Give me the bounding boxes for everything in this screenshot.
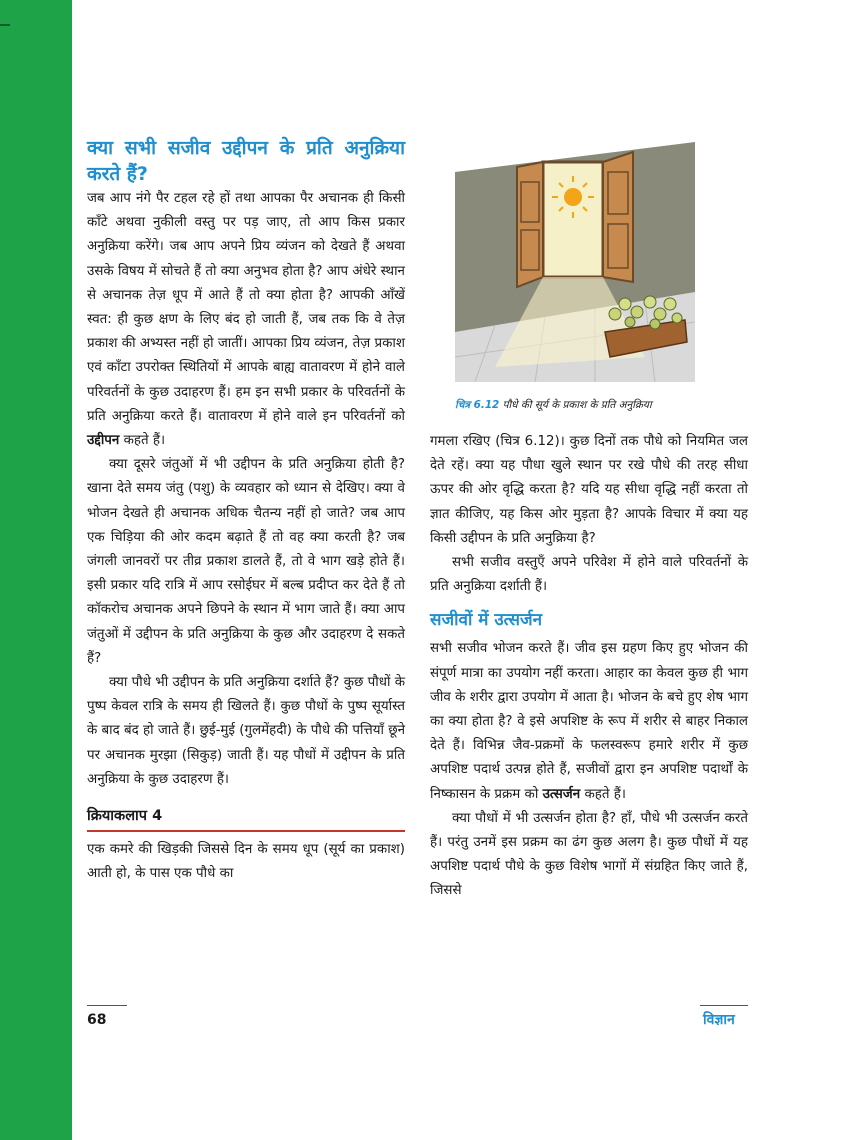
caption-text: पौधे की सूर्य के प्रकाश के प्रति अनुक्रिया — [502, 399, 652, 411]
left-column — [87, 135, 405, 887]
paragraph-text: जब आप नंगे पैर टहल रहे हों तथा आपका पैर अचानक ही किसी काँटे अथवा नुकीली वस्तु पर पड़ जाए, तो आप किस प्रकार अनुक्रिया करेंगे। जब आप अपने प्रिय व्यंजन को देखते हैं अथवा उसके विषय में सोचते हैं तो क्या अनुभव होता है? आप अंधेरे स्थान से अचानक तेज़ धूप में आते हैं तो क्या होता है? आपकी आँखें स्वत: ही कुछ क्षण के लिए बंद हो जाती हैं, जब तक कि वे तेज़ प्रकाश की अभ्यस्त नहीं हो जातीं। आपका प्रिय व्यंजन, तेज़ प्रकाश एवं काँटा उपरोक्त स्थितियों में आपके बाह्य वातावरण में होने वाले परिवर्तनों के कुछ उदाहरण हैं। हम इन सभी प्रकार के परिवर्तनों के प्रति अनुक्रिया करते हैं। वातावरण में होने वाले इन परिवर्तनों को — [87, 191, 405, 424]
section-heading-stimulus: क्या सभी सजीव उद्दीपन के प्रति अनुक्रिया करते हैं? — [87, 137, 405, 185]
caption-number: चित्र 6.12 — [455, 399, 500, 411]
paragraph-text: सभी सजीव भोजन करते हैं। जीव इस ग्रहण किए हुए भोजन की संपूर्ण मात्रा का उपयोग नहीं करता। आहार का केवल कुछ ही भाग जीव के शरीर द्वारा उपयोग में आता है। भोजन के बचे हुए शेष भाग का क्या होता है? वे इसे अपशिष्ट के रूप में शरीर से बाहर निकाल देते हैं। विभिन्न जैव-प्रक्रमों के फलस्वरूप हमारे शरीर में कुछ अपशिष्ट पदार्थ उत्पन्न होते हैं, सजीवों द्वारा इन अपशिष्ट पदार्थों के निष्कासन के प्रक्रम को — [430, 641, 748, 802]
right-column — [430, 430, 748, 904]
paragraph-text: कहते हैं। — [584, 786, 626, 802]
footer-rule-right — [700, 1005, 748, 1006]
activity-text: एक कमरे की खिड़की जिससे दिन के समय धूप (सूर्य का प्रकाश) आती हो, के पास एक पौधे का — [87, 842, 405, 882]
paragraph-plants: क्या पौधे भी उद्दीपन के प्रति अनुक्रिया दर्शाते हैं? कुछ पौधों के पुष्प केवल रात्रि के समय ही खिलते हैं। कुछ पौधों के पुष्प सूर्यास्त के बाद बंद हो जाते हैं। छुई-मुई (गुलमेंहदी) के पौधे की पत्तियाँ छूने पर अचानक मुरझा (सिकुड़) जाती हैं। यह पौधों में उद्दीपन के प्रति अनुक्रिया के कुछ उदाहरण हैं। — [87, 675, 406, 787]
paragraph-animals: क्या दूसरे जंतुओं में भी उद्दीपन के प्रति अनुक्रिया होती है? खाना देते समय जंतु (पशु) के व्यवहार को ध्यान से देखिए। क्या वे भोजन देखते ही अचानक अधिक चैतन्य नहीं हो जाते? जब आप एक चिड़िया की ओर कदम बढ़ाते हैं तो वह क्या करती है? जब जंगली जानवरों पर तीव्र प्रकाश डालते हैं, तो वे भाग खड़े होते हैं। इसी प्रकार यदि रात्रि में आप रसोईघर में बल्ब प्रदीप्त कर देते हैं तो कॉकरोच अचानक अपने छिपने के स्थान में भाग जाते हैं। क्या आप जंतुओं में उद्दीपन के प्रति अनुक्रिया के कुछ और उदाहरण दे सकते हैं? — [87, 457, 405, 666]
paragraph-activity-continued: गमला रखिए (चित्र 6.12)। कुछ दिनों तक पौधे को नियमित जल देते रहें। क्या यह पौधा खुले स्थान पर रखे पौधे की तरह सीधा ऊपर की ओर वृद्धि करता है? यदि यह सीधा वृद्धि नहीं करता तो ज्ञात कीजिए, यह किस ओर मुड़ता है? आपके विचार में क्या यह किसी उद्दीपन के प्रति अनुक्रिया है? — [430, 434, 748, 546]
footer-rule-left — [87, 1005, 127, 1006]
corner-tick — [0, 24, 10, 26]
book-name: विज्ञान — [703, 1012, 735, 1028]
paragraph-plant-excretion: क्या पौधों में भी उत्सर्जन होता है? हाँ, पौधे भी उत्सर्जन करते हैं। परंतु उनमें इस प्रक्रम का ढंग कुछ अलग है। कुछ पौधों में यह अपशिष्ट पदार्थ पौधे के कुछ विशेष भागों में संग्रहित किए जाते हैं, जिससे — [430, 810, 748, 899]
plant-window-illustration — [455, 142, 695, 382]
page-number: 68 — [87, 1012, 107, 1028]
green-side-bar — [0, 0, 72, 1140]
bold-term-stimulus: उद्दीपन — [87, 433, 120, 449]
paragraph-summary: सभी सजीव वस्तुएँ अपने परिवेश में होने वाले परिवर्तनों के प्रति अनुक्रिया दर्शाती हैं। — [430, 555, 748, 595]
bold-term-excretion: उत्सर्जन — [542, 786, 581, 802]
activity-underline — [87, 830, 405, 832]
paragraph-stimulus-intro — [87, 187, 405, 453]
activity-title: क्रियाकलाप 4 — [87, 808, 163, 825]
paragraph-text: कहते हैं। — [123, 433, 166, 449]
section-heading-excretion: सजीवों में उत्सर्जन — [430, 610, 543, 631]
paragraph-excretion-intro — [430, 637, 748, 806]
figure-caption — [455, 398, 735, 412]
